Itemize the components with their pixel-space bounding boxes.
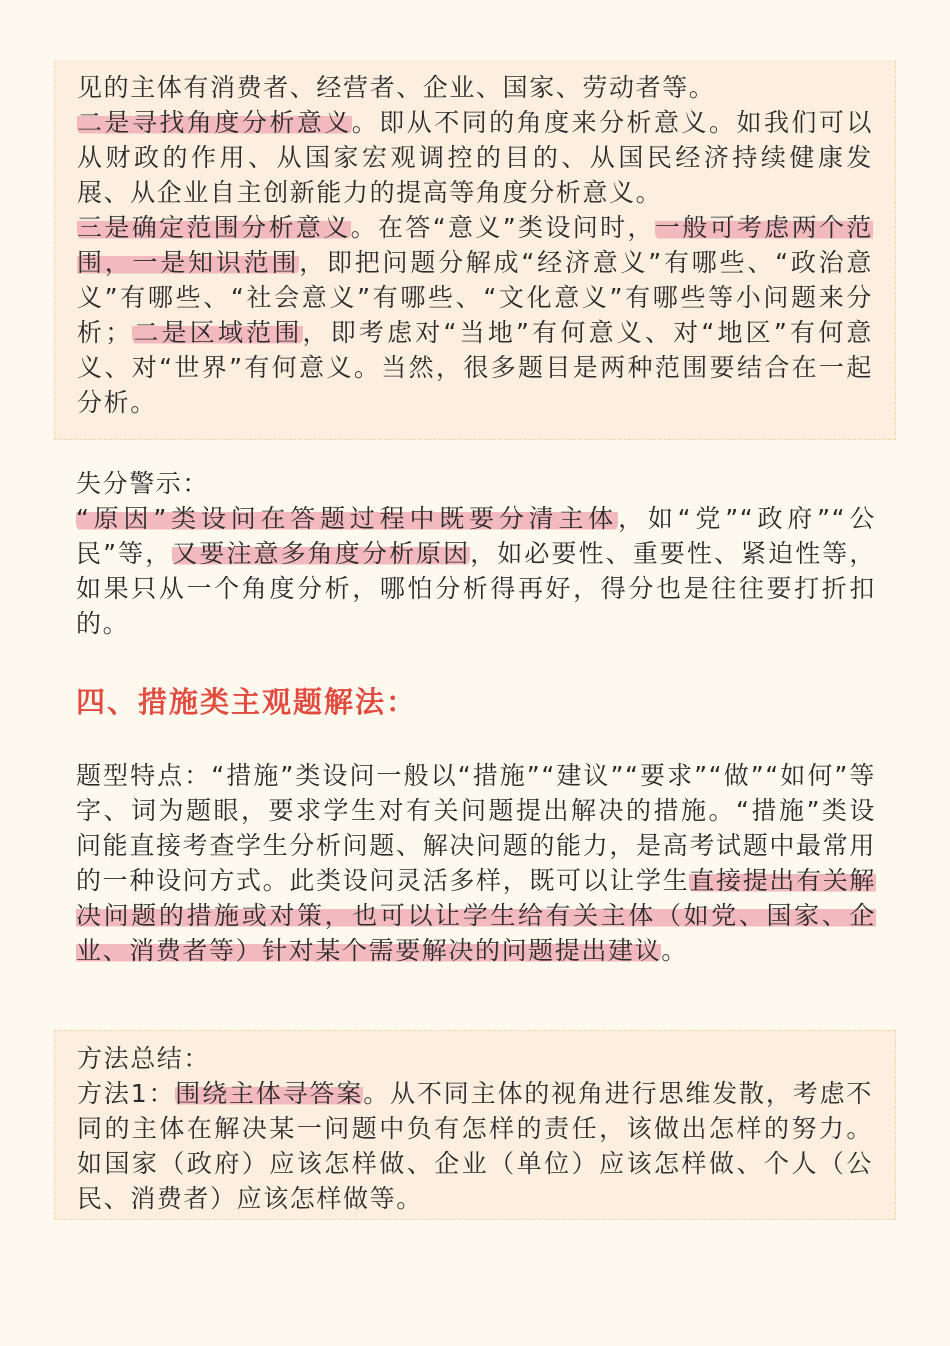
warning-highlight-2: 又要注意多角度分析原因 — [172, 539, 471, 568]
warning-body — [76, 501, 876, 641]
summary-title — [77, 1041, 873, 1076]
warning-highlight-1: “原因”类设问在答题过程中既要分清主体 — [76, 504, 619, 533]
method-1 — [77, 1076, 873, 1216]
warning-title-text: 失分警示： — [76, 469, 210, 498]
method-1-label: 方法1： — [77, 1079, 176, 1108]
region-highlight: 二是区域范围 — [131, 318, 303, 347]
scope-highlight: 三是确定范围分析意义 — [77, 213, 351, 242]
features-text-1: 题型特点：“措施”类设问一般以“措施”“建议”“要求”“做”“如何”等字、词为题眼，要求学生对有关问题提出解决的措施。“措施”类设问能直接考查学生分析问题、解决问题的能力，是高考试题中最常用的一种设问方式。此类设问灵活多样，既可以让学生 — [76, 761, 876, 895]
method-summary-box — [54, 1030, 896, 1220]
method-box-top — [54, 60, 896, 440]
warning-title — [76, 466, 876, 501]
scope-text-2: ，即把问题分解成“经济意义”有哪些、“政治意义”有哪些、“社会意义”有哪些、“文化意义”有哪些等小问题来分析； — [77, 248, 873, 347]
summary-title-text: 方法总结： — [77, 1044, 211, 1073]
scope-range-highlight: 一般可考虑两个范围，一是知识范围 — [77, 213, 873, 277]
features-section — [76, 758, 876, 968]
section-heading: 四、措施类主观题解法： — [76, 685, 418, 719]
warning-text-1: ，如“党”“政府”“公民”等， — [76, 504, 877, 568]
features-text-2: 。 — [661, 936, 688, 965]
paragraph-subjects — [77, 70, 873, 105]
features-highlight: 直接提出有关解决问题的措施或对策，也可以让学生给有关主体（如党、国家、企业、消费者等）针对某个需要解决的问题提出建议 — [76, 866, 877, 965]
scope-text-1: 。在答“意义”类设问时， — [350, 213, 655, 242]
angle-text: 。即从不同的角度来分析意义。如我们可以从财政的作用、从国家宏观调控的目的、从国民经济持续健康发展、从企业自主创新能力的提高等角度分析意义。 — [77, 108, 873, 207]
warning-section — [76, 466, 876, 641]
method-1-highlight: 围绕主体寻答案 — [175, 1079, 364, 1108]
method-1-text: 。从不同主体的视角进行思维发散，考虑不同的主体在解决某一问题中负有怎样的责任，该做出怎样的努力。如国家（政府）应该怎样做、企业（单位）应该怎样做、个人（公民、消费者）应该怎样做等。 — [77, 1079, 874, 1213]
paragraph-angle — [77, 105, 873, 210]
features-body — [76, 758, 876, 968]
subjects-text: 见的主体有消费者、经营者、企业、国家、劳动者等。 — [77, 73, 716, 102]
angle-highlight: 二是寻找角度分析意义 — [77, 108, 352, 137]
paragraph-scope — [77, 210, 873, 420]
scope-text-3: ，即考虑对“当地”有何意义、对“地区”有何意义、对“世界”有何意义。当然，很多题目是两种范围要结合在一起分析。 — [77, 318, 873, 417]
warning-text-2: ，如必要性、重要性、紧迫性等，如果只从一个角度分析，哪怕分析得再好，得分也是往往要打折扣的。 — [76, 539, 876, 638]
